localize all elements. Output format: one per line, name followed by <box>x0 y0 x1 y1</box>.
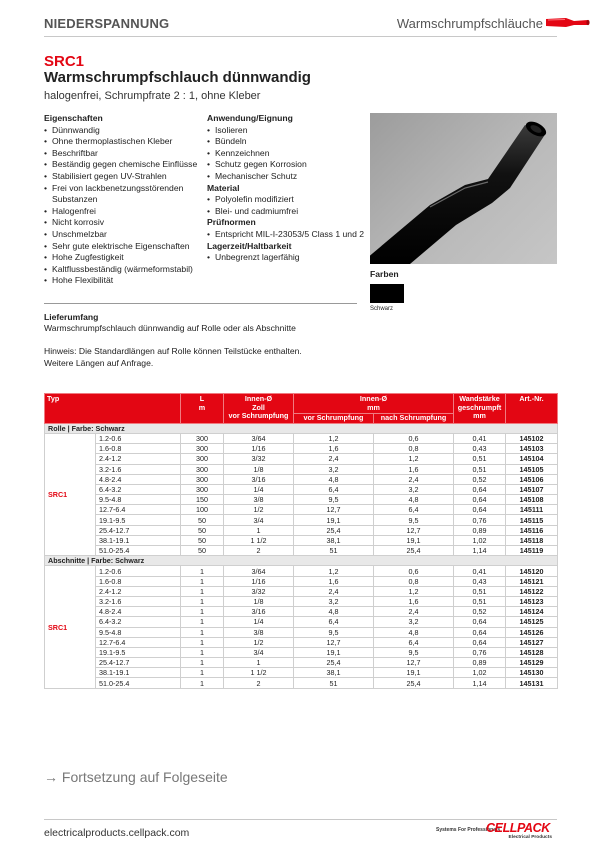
col-header-art: Art.-Nr. <box>506 394 558 424</box>
article-number-cell: 145120 <box>506 566 558 576</box>
list-item: • Nicht korrosiv <box>44 217 204 229</box>
section-title: NIEDERSPANNUNG <box>44 16 170 31</box>
category-title: Warmschrumpfschläuche <box>396 16 543 31</box>
size-cell: 19.1-9.5 <box>96 647 181 657</box>
heat-shrink-tube-icon <box>544 15 590 29</box>
mm-after-cell: 19,1 <box>374 668 454 678</box>
list-item: • Isolieren <box>207 125 367 137</box>
wall-cell: 0,43 <box>454 444 506 454</box>
mm-before-cell: 19,1 <box>294 647 374 657</box>
list-item: • Unbegrenzt lagerfähig <box>207 252 367 264</box>
wall-cell: 0,64 <box>454 617 506 627</box>
article-number-cell: 145129 <box>506 658 558 668</box>
article-number-cell: 145122 <box>506 586 558 596</box>
article-number-cell: 145107 <box>506 484 558 494</box>
mm-after-cell: 25,4 <box>374 546 454 556</box>
size-cell: 2.4-1.2 <box>96 454 181 464</box>
inch-cell: 1/2 <box>224 505 294 515</box>
wall-cell: 0,51 <box>454 586 506 596</box>
table-row <box>45 535 558 545</box>
hint-line: Weitere Längen auf Anfrage. <box>44 357 154 368</box>
list-item: • Stabilisiert gegen UV-Strahlen <box>44 171 204 183</box>
mm-after-cell: 1,6 <box>374 596 454 606</box>
col-header-unit: Zoll <box>252 402 265 412</box>
size-cell: 38.1-19.1 <box>96 535 181 545</box>
application-heading: Anwendung/Eignung <box>207 113 293 123</box>
mm-before-cell: 2,4 <box>294 586 374 596</box>
logo-brand: CELLPACK <box>486 821 550 835</box>
mm-after-cell: 6,4 <box>374 637 454 647</box>
table-row <box>45 566 558 576</box>
material-list <box>207 194 367 217</box>
delivery-text: Warmschrumpfschlauch dünnwandig auf Rolle oder als Abschnitte <box>44 323 296 333</box>
length-cell: 50 <box>181 515 224 525</box>
wall-cell: 0,41 <box>454 566 506 576</box>
length-cell: 1 <box>181 637 224 647</box>
table-row <box>45 433 558 443</box>
list-item: • Bündeln <box>207 136 367 148</box>
size-cell: 1.2-0.6 <box>96 433 181 443</box>
footer-tagline: Systems For Professionals <box>436 827 501 833</box>
section-divider <box>44 303 357 304</box>
table-row <box>45 454 558 464</box>
inch-cell: 1 <box>224 658 294 668</box>
table-row <box>45 586 558 596</box>
length-cell: 50 <box>181 546 224 556</box>
wall-cell: 0,64 <box>454 505 506 515</box>
length-cell: 300 <box>181 464 224 474</box>
mm-before-cell: 1,6 <box>294 444 374 454</box>
continuation-note: → Fortsetzung auf Folgeseite <box>44 769 228 785</box>
table-row <box>45 658 558 668</box>
wall-cell: 0,51 <box>454 596 506 606</box>
size-cell: 6.4-3.2 <box>96 484 181 494</box>
mm-after-cell: 0,8 <box>374 444 454 454</box>
article-number-cell: 145106 <box>506 474 558 484</box>
wall-cell: 1,14 <box>454 678 506 688</box>
col-header-label: L <box>199 394 205 403</box>
length-cell: 300 <box>181 474 224 484</box>
spec-table-body <box>45 423 558 688</box>
size-cell: 38.1-19.1 <box>96 668 181 678</box>
product-title: Warmschrumpfschlauch dünnwandig <box>44 69 311 86</box>
mm-after-cell: 2,4 <box>374 474 454 484</box>
list-item: • Polyolefin modifiziert <box>207 194 367 206</box>
size-cell: 51.0-25.4 <box>96 678 181 688</box>
mm-after-cell: 1,2 <box>374 454 454 464</box>
inch-cell: 3/4 <box>224 647 294 657</box>
col-header-wall <box>454 394 506 424</box>
mm-before-cell: 1,2 <box>294 566 374 576</box>
inch-cell: 3/32 <box>224 586 294 596</box>
table-row <box>45 668 558 678</box>
length-cell: 1 <box>181 658 224 668</box>
table-row <box>45 515 558 525</box>
mm-after-cell: 1,2 <box>374 586 454 596</box>
mm-after-cell: 3,2 <box>374 617 454 627</box>
group-label: Rolle | Farbe: Schwarz <box>45 423 558 433</box>
colors-heading: Farben <box>370 269 399 279</box>
size-cell: 9.5-4.8 <box>96 495 181 505</box>
size-cell: 1.6-0.8 <box>96 444 181 454</box>
wall-cell: 0,89 <box>454 525 506 535</box>
wall-cell: 1,14 <box>454 546 506 556</box>
footer-url[interactable]: electricalproducts.cellpack.com <box>44 827 190 839</box>
length-cell: 1 <box>181 586 224 596</box>
article-number-cell: 145118 <box>506 535 558 545</box>
mm-after-cell: 12,7 <box>374 658 454 668</box>
article-number-cell: 145108 <box>506 495 558 505</box>
length-cell: 1 <box>181 617 224 627</box>
inch-cell: 3/8 <box>224 627 294 637</box>
col-header-label: Innen-Ø <box>244 394 273 403</box>
mm-after-cell: 0,8 <box>374 576 454 586</box>
wall-cell: 0,64 <box>454 627 506 637</box>
wall-cell: 1,02 <box>454 535 506 545</box>
cellpack-logo <box>486 822 552 844</box>
table-row <box>45 525 558 535</box>
table-group-row <box>45 556 558 566</box>
table-row <box>45 484 558 494</box>
mm-after-cell: 3,2 <box>374 484 454 494</box>
col-header-typ: Typ <box>45 394 181 424</box>
mm-before-cell: 2,4 <box>294 454 374 464</box>
size-cell: 51.0-25.4 <box>96 546 181 556</box>
mm-after-cell: 0,6 <box>374 566 454 576</box>
hint-line: Hinweis: Die Standardlängen auf Rolle können Teilstücke enthalten. <box>44 346 302 356</box>
size-cell: 19.1-9.5 <box>96 515 181 525</box>
mm-after-cell: 12,7 <box>374 525 454 535</box>
size-cell: 9.5-4.8 <box>96 627 181 637</box>
list-item: • Halogenfrei <box>44 206 204 218</box>
article-number-cell: 145126 <box>506 627 558 637</box>
inch-cell: 1 <box>224 525 294 535</box>
length-cell: 1 <box>181 647 224 657</box>
table-group-row <box>45 423 558 433</box>
table-row <box>45 617 558 627</box>
table-row <box>45 495 558 505</box>
table-row <box>45 464 558 474</box>
mm-after-cell: 2,4 <box>374 607 454 617</box>
wall-cell: 0,76 <box>454 515 506 525</box>
list-item: • Hohe Flexibilität <box>44 275 204 287</box>
mm-after-cell: 6,4 <box>374 505 454 515</box>
inch-cell: 3/8 <box>224 495 294 505</box>
wall-cell: 0,76 <box>454 647 506 657</box>
length-cell: 300 <box>181 454 224 464</box>
color-swatch-label: Schwarz <box>370 306 394 312</box>
mm-before-cell: 25,4 <box>294 525 374 535</box>
mm-before-cell: 12,7 <box>294 637 374 647</box>
size-cell: 25.4-12.7 <box>96 525 181 535</box>
article-number-cell: 145130 <box>506 668 558 678</box>
group-label: Abschnitte | Farbe: Schwarz <box>45 556 558 566</box>
mm-before-cell: 25,4 <box>294 658 374 668</box>
size-cell: 12.7-6.4 <box>96 505 181 515</box>
table-row <box>45 505 558 515</box>
inch-cell: 1/16 <box>224 444 294 454</box>
mm-before-cell: 19,1 <box>294 515 374 525</box>
size-cell: 1.2-0.6 <box>96 566 181 576</box>
wall-cell: 0,52 <box>454 474 506 484</box>
table-header-row <box>45 394 558 424</box>
article-number-cell: 145105 <box>506 464 558 474</box>
length-cell: 50 <box>181 535 224 545</box>
length-cell: 50 <box>181 525 224 535</box>
mm-before-cell: 51 <box>294 546 374 556</box>
inch-cell: 1/4 <box>224 484 294 494</box>
type-cell: SRC1 <box>45 566 96 688</box>
inch-cell: 3/64 <box>224 433 294 443</box>
mm-before-cell: 9,5 <box>294 495 374 505</box>
size-cell: 1.6-0.8 <box>96 576 181 586</box>
inch-cell: 1 1/2 <box>224 535 294 545</box>
inch-cell: 3/32 <box>224 454 294 464</box>
list-item: • Frei von lackbenetzungsstörenden Substanzen <box>44 183 204 206</box>
product-photo <box>370 113 557 264</box>
mm-after-cell: 0,6 <box>374 433 454 443</box>
logo-sub: Electrical Products <box>508 835 552 840</box>
list-item: • Dünnwandig <box>44 125 204 137</box>
col-header-label: Wandstärke <box>459 394 500 403</box>
properties-section <box>44 113 204 287</box>
size-cell: 3.2-1.6 <box>96 596 181 606</box>
wall-cell: 0,51 <box>454 464 506 474</box>
table-row <box>45 678 558 688</box>
length-cell: 1 <box>181 668 224 678</box>
col-header-length <box>181 394 224 424</box>
mm-before-cell: 1,2 <box>294 433 374 443</box>
col-header-sub: vor Schrumpfung <box>303 413 364 423</box>
article-number-cell: 145119 <box>506 546 558 556</box>
table-row <box>45 546 558 556</box>
length-cell: 300 <box>181 444 224 454</box>
inch-cell: 1/4 <box>224 617 294 627</box>
wall-cell: 1,02 <box>454 668 506 678</box>
list-item: • Entspricht MIL-I-23053/5 Class 1 und 2 <box>207 229 367 241</box>
color-swatch-black <box>370 284 404 303</box>
list-item: • Beständig gegen chemische Einflüsse <box>44 159 204 171</box>
size-cell: 3.2-1.6 <box>96 464 181 474</box>
inch-cell: 1/2 <box>224 637 294 647</box>
table-row <box>45 596 558 606</box>
application-list <box>207 125 367 183</box>
size-cell: 4.8-2.4 <box>96 607 181 617</box>
article-number-cell: 145111 <box>506 505 558 515</box>
wall-cell: 0,64 <box>454 637 506 647</box>
type-cell: SRC1 <box>45 433 96 555</box>
article-number-cell: 145121 <box>506 576 558 586</box>
table-row <box>45 607 558 617</box>
col-header-label: Innen-Ø <box>359 394 388 403</box>
table-row <box>45 576 558 586</box>
length-cell: 1 <box>181 627 224 637</box>
mm-after-cell: 1,6 <box>374 464 454 474</box>
article-number-cell: 145124 <box>506 607 558 617</box>
table-row <box>45 647 558 657</box>
mm-after-cell: 25,4 <box>374 678 454 688</box>
length-cell: 300 <box>181 433 224 443</box>
inch-cell: 1/8 <box>224 596 294 606</box>
delivery-hint <box>44 346 302 369</box>
col-header-mm <box>294 394 454 424</box>
article-number-cell: 145115 <box>506 515 558 525</box>
article-number-cell: 145104 <box>506 454 558 464</box>
list-item: • Mechanischer Schutz <box>207 171 367 183</box>
article-number-cell: 145131 <box>506 678 558 688</box>
mm-before-cell: 3,2 <box>294 464 374 474</box>
list-item: • Ohne thermoplastischen Kleber <box>44 136 204 148</box>
list-item: • Beschriftbar <box>44 148 204 160</box>
mm-before-cell: 6,4 <box>294 484 374 494</box>
inch-cell: 3/16 <box>224 474 294 484</box>
standards-list <box>207 229 367 241</box>
mm-before-cell: 4,8 <box>294 607 374 617</box>
length-cell: 1 <box>181 576 224 586</box>
storage-heading: Lagerzeit/Haltbarkeit <box>207 240 292 251</box>
mm-before-cell: 4,8 <box>294 474 374 484</box>
size-cell: 12.7-6.4 <box>96 637 181 647</box>
mm-after-cell: 19,1 <box>374 535 454 545</box>
wall-cell: 0,89 <box>454 658 506 668</box>
mm-before-cell: 12,7 <box>294 505 374 515</box>
mm-before-cell: 38,1 <box>294 535 374 545</box>
mm-before-cell: 51 <box>294 678 374 688</box>
product-subtitle: halogenfrei, Schrumpfrate 2 : 1, ohne Kleber <box>44 90 261 102</box>
list-item: • Schutz gegen Korrosion <box>207 159 367 171</box>
size-cell: 4.8-2.4 <box>96 474 181 484</box>
wall-cell: 0,41 <box>454 433 506 443</box>
mm-before-cell: 1,6 <box>294 576 374 586</box>
spec-table <box>44 393 558 689</box>
article-number-cell: 145127 <box>506 637 558 647</box>
wall-cell: 0,64 <box>454 495 506 505</box>
article-number-cell: 145125 <box>506 617 558 627</box>
length-cell: 150 <box>181 495 224 505</box>
material-heading: Material <box>207 182 240 193</box>
col-header-unit: mm <box>367 402 380 412</box>
size-cell: 6.4-3.2 <box>96 617 181 627</box>
mm-after-cell: 4,8 <box>374 627 454 637</box>
table-row <box>45 627 558 637</box>
article-number-cell: 145102 <box>506 433 558 443</box>
list-item: • Sehr gute elektrische Eigenschaften <box>44 241 204 253</box>
inch-cell: 2 <box>224 678 294 688</box>
delivery-heading: Lieferumfang <box>44 312 99 322</box>
col-header-sub: vor Schrumpfung <box>228 411 289 421</box>
col-header-sub: nach Schrumpfung <box>373 414 453 423</box>
length-cell: 100 <box>181 505 224 515</box>
mm-before-cell: 9,5 <box>294 627 374 637</box>
inch-cell: 1/8 <box>224 464 294 474</box>
col-header-inch <box>224 394 294 424</box>
header-divider <box>44 36 557 37</box>
properties-list <box>44 125 204 287</box>
mm-before-cell: 6,4 <box>294 617 374 627</box>
list-item: • Unschmelzbar <box>44 229 204 241</box>
wall-cell: 0,52 <box>454 607 506 617</box>
footer-divider <box>44 819 557 820</box>
standards-heading: Prüfnormen <box>207 217 256 228</box>
mm-after-cell: 9,5 <box>374 647 454 657</box>
properties-heading: Eigenschaften <box>44 113 103 123</box>
article-number-cell: 145123 <box>506 596 558 606</box>
col-header-label: geschrumpft <box>457 402 502 412</box>
inch-cell: 3/64 <box>224 566 294 576</box>
wall-cell: 0,51 <box>454 454 506 464</box>
wall-cell: 0,64 <box>454 484 506 494</box>
col-header-unit: m <box>198 402 206 412</box>
length-cell: 300 <box>181 484 224 494</box>
inch-cell: 2 <box>224 546 294 556</box>
length-cell: 1 <box>181 566 224 576</box>
inch-cell: 3/4 <box>224 515 294 525</box>
storage-list <box>207 252 367 264</box>
list-item: • Kaltflussbeständig (wärmeformstabil) <box>44 264 204 276</box>
size-cell: 2.4-1.2 <box>96 586 181 596</box>
article-number-cell: 145116 <box>506 525 558 535</box>
inch-cell: 1/16 <box>224 576 294 586</box>
mm-after-cell: 4,8 <box>374 495 454 505</box>
mm-before-cell: 3,2 <box>294 596 374 606</box>
table-row <box>45 444 558 454</box>
col-header-unit: mm <box>473 411 486 421</box>
length-cell: 1 <box>181 596 224 606</box>
table-row <box>45 474 558 484</box>
length-cell: 1 <box>181 607 224 617</box>
list-item: • Blei- und cadmiumfrei <box>207 206 367 218</box>
list-item: • Kennzeichnen <box>207 148 367 160</box>
article-number-cell: 145128 <box>506 647 558 657</box>
col-header-subs <box>294 413 453 423</box>
inch-cell: 1 1/2 <box>224 668 294 678</box>
list-item: • Hohe Zugfestigkeit <box>44 252 204 264</box>
product-code: SRC1 <box>44 53 85 70</box>
mm-before-cell: 38,1 <box>294 668 374 678</box>
wall-cell: 0,43 <box>454 576 506 586</box>
article-number-cell: 145103 <box>506 444 558 454</box>
size-cell: 25.4-12.7 <box>96 658 181 668</box>
table-row <box>45 637 558 647</box>
mm-after-cell: 9,5 <box>374 515 454 525</box>
length-cell: 1 <box>181 678 224 688</box>
application-section <box>207 113 367 264</box>
inch-cell: 3/16 <box>224 607 294 617</box>
